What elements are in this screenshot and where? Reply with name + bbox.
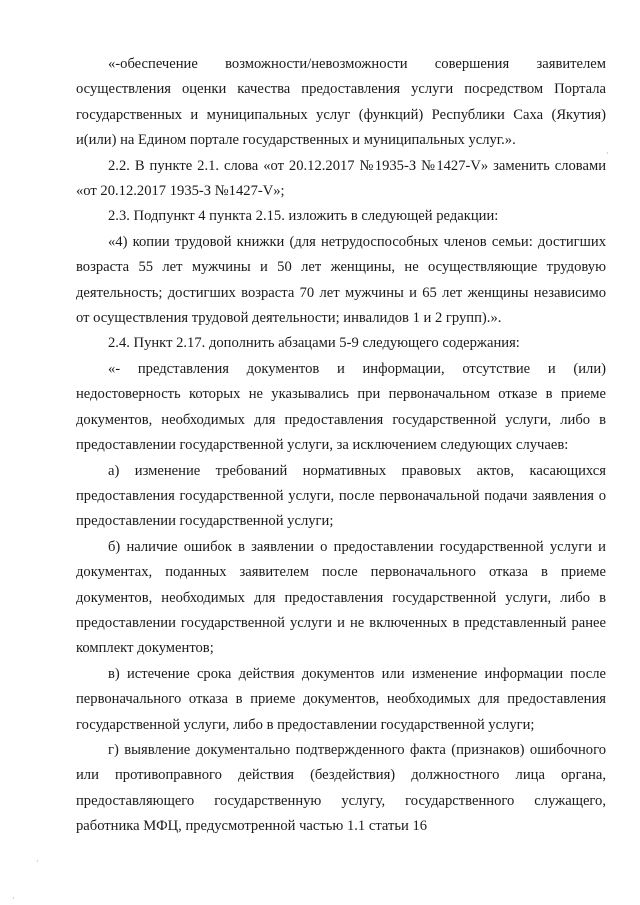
scan-speck: · xyxy=(12,894,15,903)
paragraph-quality-assessment: «-обеспечение возможности/невозможности совершения заявителем осуществления оценки качества предоставления услуги посредством Портала государственных и муниципальных услуг (функций) Республики Саха (Якутия) и(или) на Едином портале государственных и муниципальных услуг.». xyxy=(76,56,606,149)
paragraph-2-2: 2.2. В пункте 2.1. слова «от 20.12.2017 №1935-З №1427-V» заменить словами «от 20.12.2017 1935-З №1427-V»; xyxy=(76,157,606,200)
scan-speck: · xyxy=(606,149,609,158)
paragraph-2-4: 2.4. Пункт 2.17. дополнить абзацами 5-9 следующего содержания: xyxy=(108,335,520,352)
scan-speck: · xyxy=(36,857,39,866)
paragraph-documents-info: «- представления документов и информации, отсутствие и (или) недостоверность которых не указывались при первоначальном отказе в приеме документов, необходимых для предоставления государственной услуги, либо в предоставлении государственной услуги, за исключением следующих случаев: xyxy=(76,360,606,454)
paragraph-case-g: г) выявление документально подтвержденного факта (признаков) ошибочного или противоправного действия (бездействия) должностного лица органа, предоставляющего государственную услугу, государственного служащего, работника МФЦ, предусмотренной частью 1.1 статьи 16 xyxy=(76,741,606,835)
paragraph-2-3: 2.3. Подпункт 4 пункта 2.15. изложить в следующей редакции: xyxy=(108,208,499,225)
paragraph-labor-book: «4) копии трудовой книжки (для нетрудоспособных членов семьи: достигших возраста 55 лет мужчины и 50 лет женщины, не осуществляющие трудовую деятельность; достигших возраста 70 лет мужчины и 65 лет женщины независимо от осуществления трудовой деятельности; инвалидов 1 и 2 групп).». xyxy=(76,233,606,327)
paragraph-case-a: а) изменение требований нормативных правовых актов, касающихся предоставления государственной услуги, после первоначальной подачи заявления о предоставлении государственной услуги; xyxy=(76,462,606,530)
paragraph-case-b: б) наличие ошибок в заявлении о предоставлении государственной услуги и документах, поданных заявителем после первоначального отказа в приеме документов, необходимых для предоставления государственной услуги, либо в предоставлении государственной услуги и не включенных в представленный ранее комплект документов; xyxy=(76,538,606,657)
paragraph-case-v: в) истечение срока действия документов или изменение информации после первоначального отказа в приеме документов, необходимых для предоставления государственной услуги, либо в предоставлении государственной услуги; xyxy=(76,665,606,733)
document-page xyxy=(76,52,606,840)
